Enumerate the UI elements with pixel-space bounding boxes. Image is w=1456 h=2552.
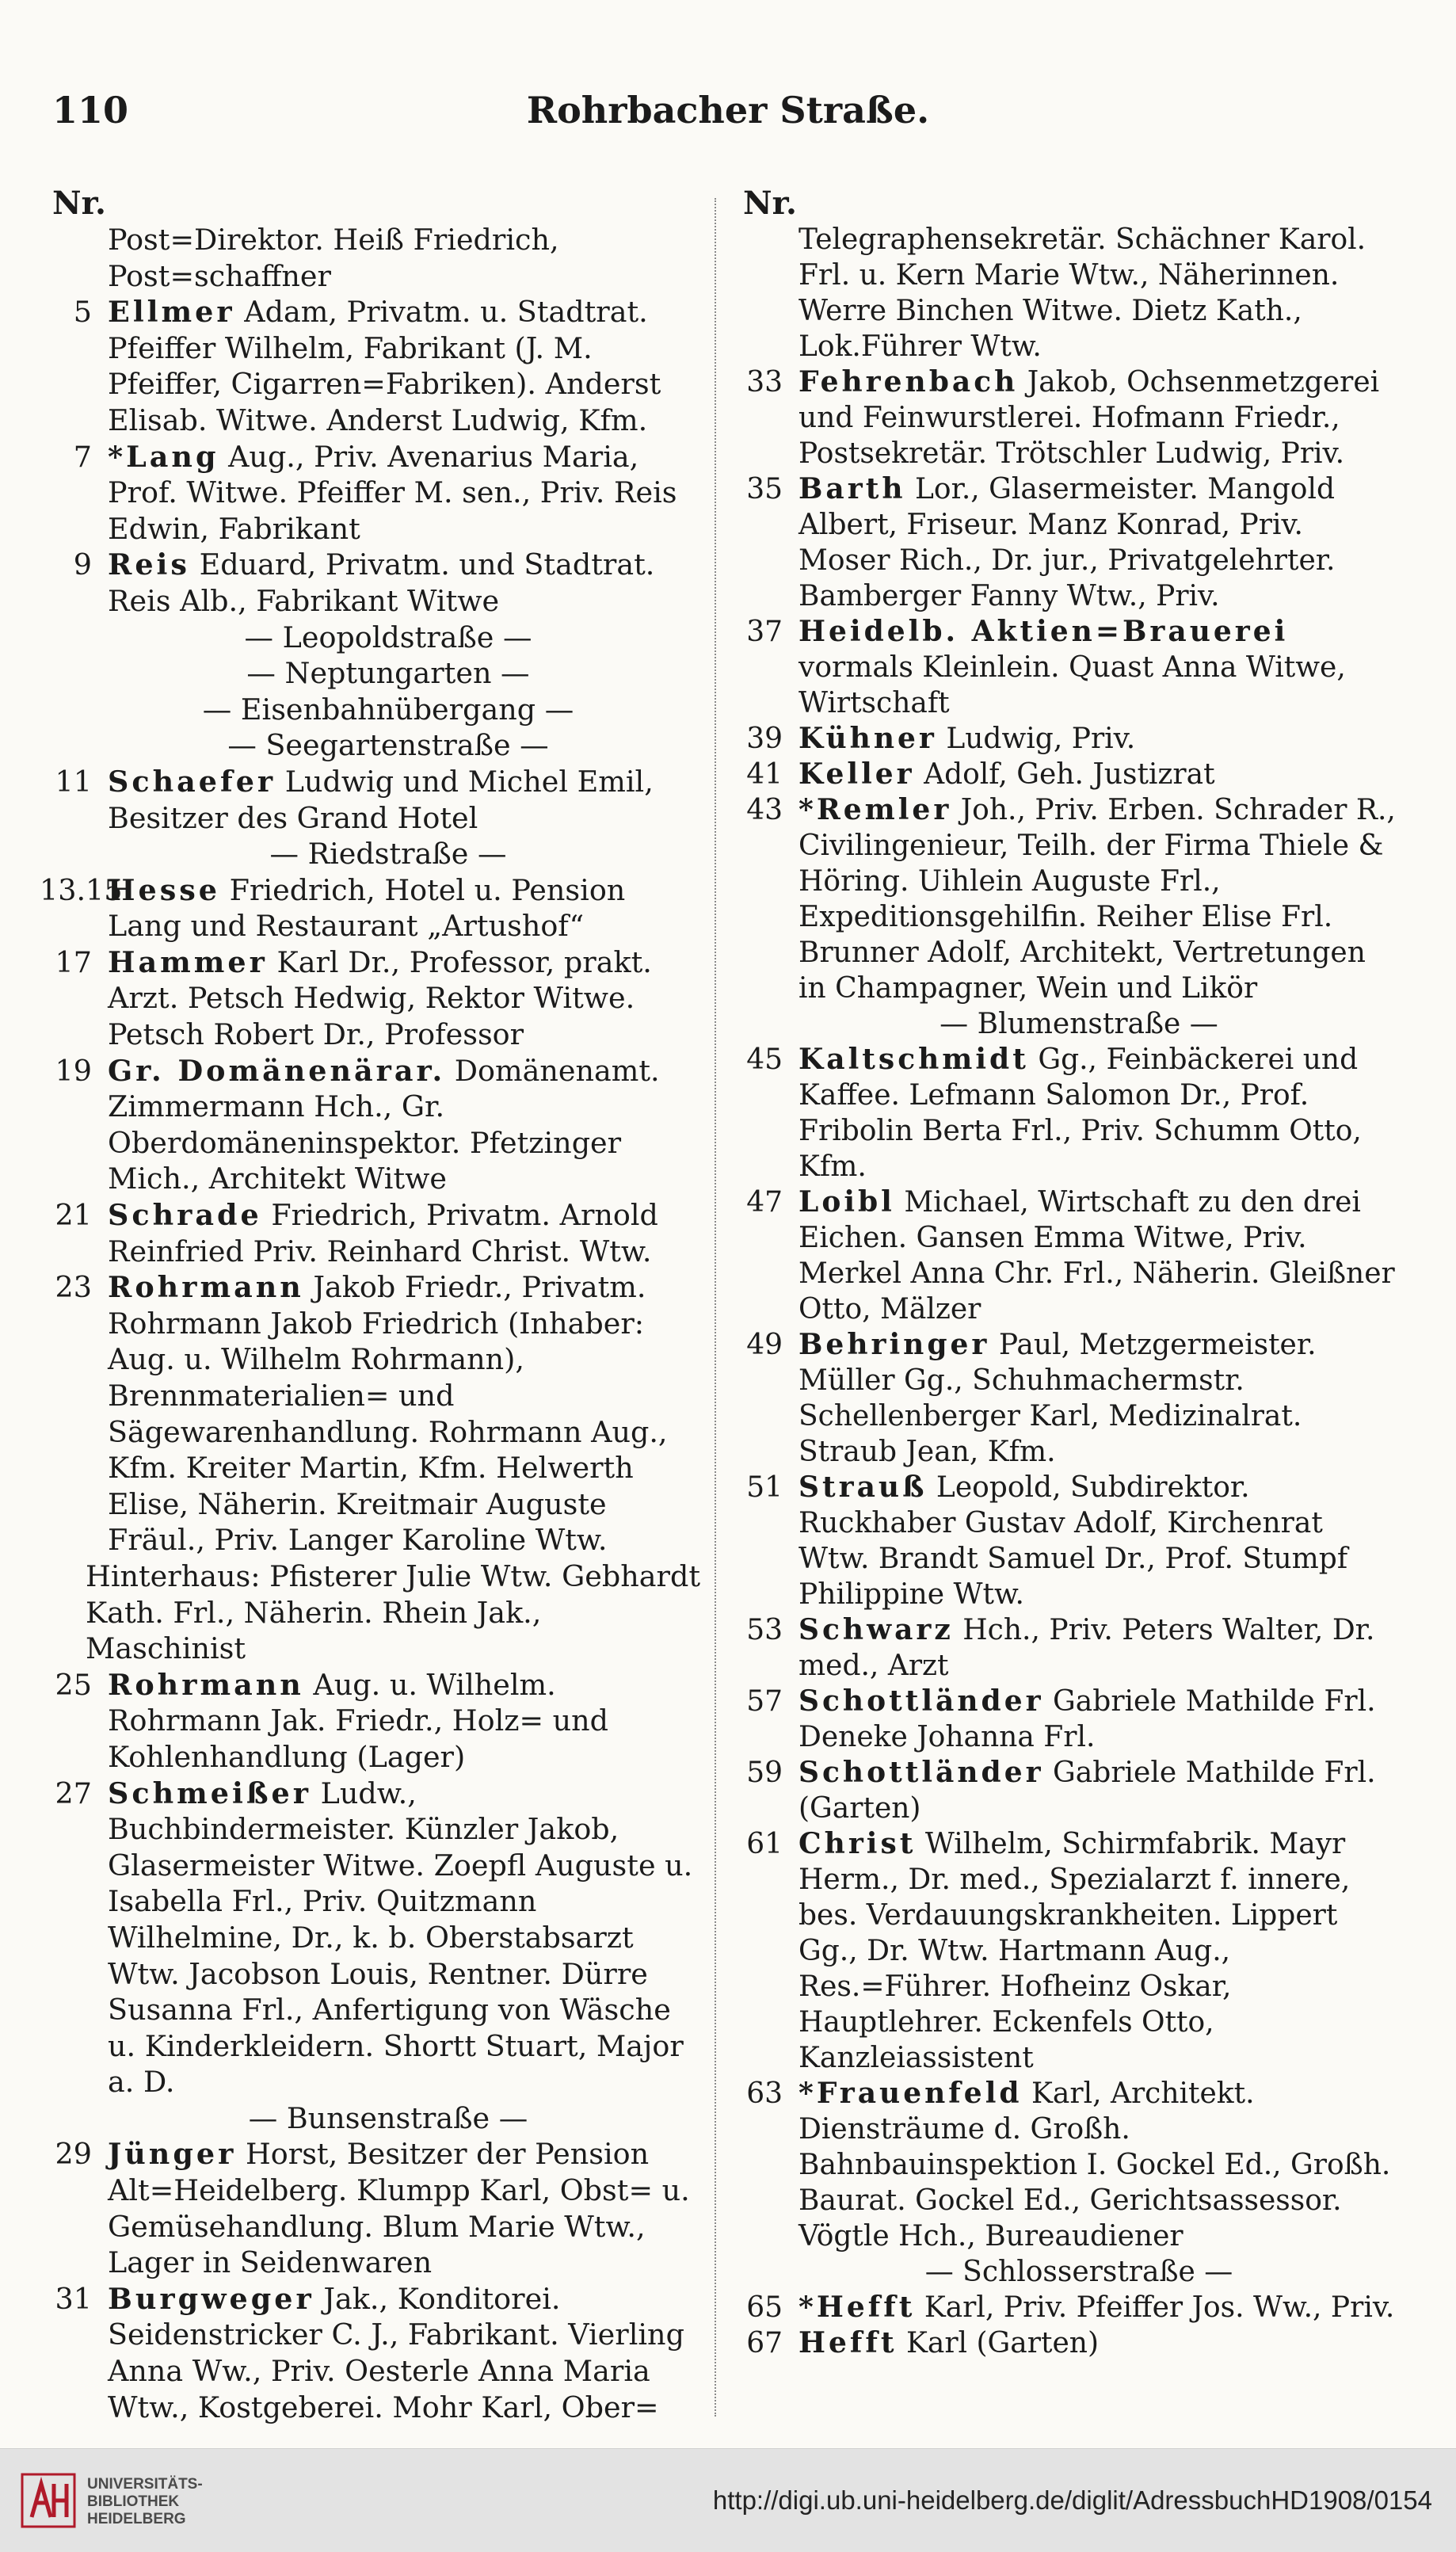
logo-mark xyxy=(32,2484,51,2517)
owner-name: Schmeißer xyxy=(108,1776,312,1810)
house-number: 45 xyxy=(746,1043,783,1076)
university-library-logo-icon xyxy=(17,2470,79,2531)
owner-name: Gr. Domänenärar. xyxy=(108,1053,446,1088)
residents-text: vormals Kleinlein. Quast Anna Witwe, Wirtschaft xyxy=(799,651,1346,719)
residents-text: Lor., Glasermeister. Mangold Albert, Friseur. Manz Konrad, Priv. Moser Rich., Dr. jur., Privatgelehrter. Bamberger Fanny Wtw., Priv. xyxy=(799,473,1336,612)
house-entry xyxy=(730,471,1396,614)
house-entry xyxy=(40,547,705,619)
house-number: 13.15 xyxy=(40,872,123,907)
continued-entry-text: Telegraphensekretär. Schächner Karol. Frl. u. Kern Marie Wtw., Näherinnen. Werre Binchen Witwe. Dietz Kath., Lok.Führer Wtw. xyxy=(799,223,1366,363)
house-entry xyxy=(730,1184,1396,1327)
house-entry xyxy=(730,1470,1396,1612)
house-entry xyxy=(730,792,1396,1006)
house-entry xyxy=(40,1269,705,1558)
residents-text: Gabriele Mathilde Frl. (Garten) xyxy=(799,1757,1376,1825)
house-entry xyxy=(730,614,1396,721)
residents-text: Domänenamt. Zimmermann Hch., Gr. Oberdomäneninspektor. Pfetzinger Mich., Architekt Witwe xyxy=(108,1053,660,1196)
owner-name: Schaefer xyxy=(108,764,276,799)
owner-name: Keller xyxy=(799,757,915,791)
house-number: 23 xyxy=(55,1270,92,1305)
residents-text: Gabriele Mathilde Frl. Deneke Johanna Frl. xyxy=(799,1685,1376,1753)
library-name-line: UNIVERSITÄTS- xyxy=(87,2476,203,2493)
logo-mark xyxy=(54,2484,67,2517)
residents-text: Adam, Privatm. u. Stadtrat. Pfeiffer Wilhelm, Fabrikant (J. M. Pfeiffer, Cigarren=Fabriken). Anderst Elisab. Witwe. Anderst Ludwig, Kfm. xyxy=(108,295,661,437)
house-entry xyxy=(730,2076,1396,2254)
footer-bar xyxy=(0,2448,1456,2552)
cross-street-heading: — Riedstraße — xyxy=(269,837,507,872)
house-number: 29 xyxy=(55,2137,92,2172)
house-number: 37 xyxy=(746,616,783,648)
house-number: 59 xyxy=(746,1757,783,1789)
house-number: 41 xyxy=(746,758,783,791)
owner-name: Hesse xyxy=(108,872,221,907)
owner-name: Schottländer xyxy=(799,1684,1044,1718)
owner-name: Christ xyxy=(799,1827,917,1860)
house-number: 57 xyxy=(746,1685,783,1718)
source-url-link[interactable]: http://digi.ub.uni-heidelberg.de/diglit/AdressbuchHD1908/0154 xyxy=(712,2485,1432,2515)
house-number: 63 xyxy=(746,2077,783,2110)
cross-street-heading: — Bunsenstraße — xyxy=(248,2100,528,2135)
owner-name: Kühner xyxy=(799,722,937,755)
house-entry xyxy=(40,1053,705,1197)
house-number: 49 xyxy=(746,1329,783,1361)
cross-street-heading: — Seegartenstraße — xyxy=(227,728,549,763)
house-number: 17 xyxy=(55,944,92,979)
owner-name: *Remler xyxy=(799,793,952,826)
residents-text: Joh., Priv. Erben. Schrader R., Civilingenieur, Teilh. der Firma Thiele & Höring. Uihlein Auguste Frl., Expeditionsgehilfin. Reiher Elise Frl. Brunner Adolf, Architekt, Vertretungen in Champagner, Wein und Likör xyxy=(799,794,1396,1005)
house-number: 25 xyxy=(55,1667,92,1702)
owner-name: Behringer xyxy=(799,1328,990,1361)
house-number: 33 xyxy=(746,366,783,399)
owner-name: Schrade xyxy=(108,1198,262,1233)
owner-name: *Frauenfeld xyxy=(799,2077,1023,2110)
house-number: 65 xyxy=(746,2291,783,2324)
residents-text: Karl, Architekt. Diensträume d. Großh. Bahnbauinspektion I. Gockel Ed., Großh. Baurat. Gockel Ed., Gerichtsassessor. Vögtle Hch., Bureaudiener xyxy=(799,2077,1391,2253)
owner-name: Jünger xyxy=(108,2137,237,2172)
house-number: 35 xyxy=(746,473,783,505)
house-number: 61 xyxy=(746,1828,783,1860)
house-entry xyxy=(40,2281,705,2425)
house-entry xyxy=(40,1667,705,1776)
residents-text: Friedrich, Privatm. Arnold Reinfried Priv. Reinhard Christ. Wtw. xyxy=(108,1198,658,1268)
owner-name: Loibl xyxy=(799,1185,895,1219)
house-number: 67 xyxy=(746,2327,783,2359)
house-entry xyxy=(730,1042,1396,1184)
owner-name: Fehrenbach xyxy=(799,365,1019,399)
house-number: 43 xyxy=(746,794,783,826)
residents-text: Ludwig und Michel Emil, Besitzer des Grand Hotel xyxy=(108,764,654,835)
residents-text: Horst, Besitzer der Pension Alt=Heidelberg. Klumpp Karl, Obst= u. Gemüsehandlung. Blum Marie Wtw., Lager in Seidenwaren xyxy=(108,2137,690,2280)
owner-name: *Lang xyxy=(108,439,219,474)
house-number: 27 xyxy=(55,1776,92,1810)
residents-text: Jakob Friedr., Privatm. Rohrmann Jakob Friedrich (Inhaber: Aug. u. Wilhelm Rohrmann), Brennmaterialien= und Sägewarenhandlung. Rohrmann Aug., Kfm. Kreiter Martin, Kfm. Helwerth Elise, Näherin. Kreitmair Auguste Fräul., Priv. Langer Karoline Wtw. xyxy=(108,1270,668,1558)
house-entry xyxy=(40,2136,705,2280)
column-divider xyxy=(715,198,716,2417)
house-number: 11 xyxy=(55,764,92,799)
rear-building-entry: Hinterhaus: Pfisterer Julie Wtw. Gebhardt Kath. Frl., Näherin. Rhein Jak., Maschinist xyxy=(86,1558,700,1666)
house-entry xyxy=(40,944,705,1053)
page-title: Rohrbacher Straße. xyxy=(526,89,930,132)
residents-text: Karl (Garten) xyxy=(905,2327,1099,2359)
residents-text: Aug., Priv. Avenarius Maria, Prof. Witwe. Pfeiffer M. sen., Priv. Reis Edwin, Fabrikant xyxy=(108,439,677,546)
owner-name: Schottländer xyxy=(799,1756,1044,1789)
owner-name: Schwarz xyxy=(799,1613,954,1646)
owner-name: Rohrmann xyxy=(108,1270,304,1305)
page-number: 110 xyxy=(52,89,129,132)
house-number: 21 xyxy=(55,1198,92,1233)
house-number: 47 xyxy=(746,1186,783,1219)
owner-name: Strauß xyxy=(799,1471,928,1504)
house-entry xyxy=(730,721,1396,757)
house-number: 51 xyxy=(746,1471,783,1504)
house-entry xyxy=(730,1684,1396,1755)
residents-text: Adolf, Geh. Justizrat xyxy=(924,758,1215,791)
house-entry xyxy=(730,2290,1396,2325)
owner-name: Reis xyxy=(108,547,190,582)
residents-text: Ludw., Buchbindermeister. Künzler Jakob, Glasermeister Witwe. Zoepfl Auguste u. Isabella Frl., Priv. Quitzmann Wilhelmine, Dr., k. b. Oberstabsarzt Wtw. Jacobson Louis, Rentner. Dürre Susanna Frl., Anfertigung von Wäsche u. Kinderkleidern. Shortt Stuart, Major a. D. xyxy=(108,1776,693,2100)
house-entry xyxy=(730,364,1396,471)
left-column xyxy=(40,185,705,2425)
nr-label: Nr. xyxy=(52,185,106,222)
nr-label: Nr. xyxy=(743,185,797,222)
owner-name: Burgweger xyxy=(108,2281,314,2316)
owner-name: *Hefft xyxy=(799,2291,916,2324)
cross-street-heading: — Leopoldstraße — xyxy=(244,620,532,654)
house-entry xyxy=(40,439,705,547)
cross-street-heading: — Schlosserstraße — xyxy=(924,2256,1233,2288)
house-entry xyxy=(730,1612,1396,1684)
library-name-line: HEIDELBERG xyxy=(87,2511,186,2527)
house-entry xyxy=(730,757,1396,792)
house-entry xyxy=(730,1755,1396,1826)
house-entry xyxy=(40,1776,705,2100)
owner-name: Heidelb. Aktien=Brauerei xyxy=(799,615,1289,648)
right-column xyxy=(730,185,1396,2361)
cross-street-heading: — Eisenbahnübergang — xyxy=(202,692,574,727)
residents-text: Ludwig, Priv. xyxy=(946,723,1136,755)
owner-name: Rohrmann xyxy=(108,1667,304,1702)
house-entry xyxy=(730,1826,1396,2076)
residents-text: Aug. u. Wilhelm. Rohrmann Jak. Friedr., Holz= und Kohlenhandlung (Lager) xyxy=(108,1667,609,1774)
library-name xyxy=(87,2476,203,2528)
owner-name: Ellmer xyxy=(108,295,235,330)
house-number: 9 xyxy=(73,547,92,582)
residents-text: Karl, Priv. Pfeiffer Jos. Ww., Priv. xyxy=(924,2291,1395,2324)
house-number: 31 xyxy=(55,2281,92,2316)
residents-text: Friedrich, Hotel u. Pension Lang und Restaurant „Artushof“ xyxy=(108,872,626,944)
house-entry xyxy=(730,1327,1396,1470)
page-header xyxy=(52,89,1404,144)
house-number: 39 xyxy=(746,723,783,755)
cross-street-heading: — Neptungarten — xyxy=(246,656,530,691)
house-entry xyxy=(40,764,705,836)
residents-text: Jakob, Ochsenmetzgerei und Feinwurstlerei. Hofmann Friedr., Postsekretär. Trötschler Ludwig, Priv. xyxy=(799,366,1380,470)
owner-name: Kaltschmidt xyxy=(799,1043,1029,1076)
house-entry xyxy=(730,2325,1396,2361)
residents-text: Gg., Feinbäckerei und Kaffee. Lefmann Salomon Dr., Prof. Fribolin Berta Frl., Priv. Schumm Otto, Kfm. xyxy=(799,1043,1362,1183)
library-name-line: BIBLIOTHEK xyxy=(87,2493,180,2510)
residents-text: Jak., Konditorei. Seidenstricker C. J., Fabrikant. Vierling Anna Ww., Priv. Oesterle Anna Maria Wtw., Kostgeberei. Mohr Karl, Ober= xyxy=(108,2281,684,2424)
house-entry xyxy=(40,1197,705,1269)
house-number: 5 xyxy=(73,295,92,330)
owner-name: Barth xyxy=(799,472,906,505)
house-number: 7 xyxy=(73,439,92,474)
house-entry xyxy=(40,294,705,438)
continued-entry-text: Post=Direktor. Heiß Friedrich, Post=schaffner xyxy=(108,223,559,293)
house-entry xyxy=(40,872,705,944)
owner-name: Hammer xyxy=(108,944,268,979)
owner-name: Hefft xyxy=(799,2326,898,2359)
residents-text: Michael, Wirtschaft zu den drei Eichen. Gansen Emma Witwe, Priv. Merkel Anna Chr. Frl., Näherin. Gleißner Otto, Mälzer xyxy=(799,1186,1395,1326)
residents-text: Karl Dr., Professor, prakt. Arzt. Petsch Hedwig, Rektor Witwe. Petsch Robert Dr., Professor xyxy=(108,944,652,1052)
residents-text: Eduard, Privatm. und Stadtrat. Reis Alb., Fabrikant Witwe xyxy=(108,547,655,618)
residents-text: Wilhelm, Schirmfabrik. Mayr Herm., Dr. med., Spezialarzt f. innere, bes. Verdauungskrankheiten. Lippert Gg., Dr. Wtw. Hartmann Aug., Res.=Führer. Hofheinz Oskar, Hauptlehrer. Eckenfels Otto, Kanzleiassistent xyxy=(799,1828,1351,2074)
residents-text: Paul, Metzgermeister. Müller Gg., Schuhmachermstr. Schellenberger Karl, Medizinalrat. Straub Jean, Kfm. xyxy=(799,1329,1317,1468)
residents-text: Leopold, Subdirektor. Ruckhaber Gustav Adolf, Kirchenrat Wtw. Brandt Samuel Dr., Prof. Stumpf Philippine Wtw. xyxy=(799,1471,1348,1611)
house-number: 19 xyxy=(55,1053,92,1088)
cross-street-heading: — Blumenstraße — xyxy=(940,1008,1218,1040)
residents-text: Hch., Priv. Peters Walter, Dr. med., Arzt xyxy=(799,1614,1375,1682)
house-number: 53 xyxy=(746,1614,783,1646)
